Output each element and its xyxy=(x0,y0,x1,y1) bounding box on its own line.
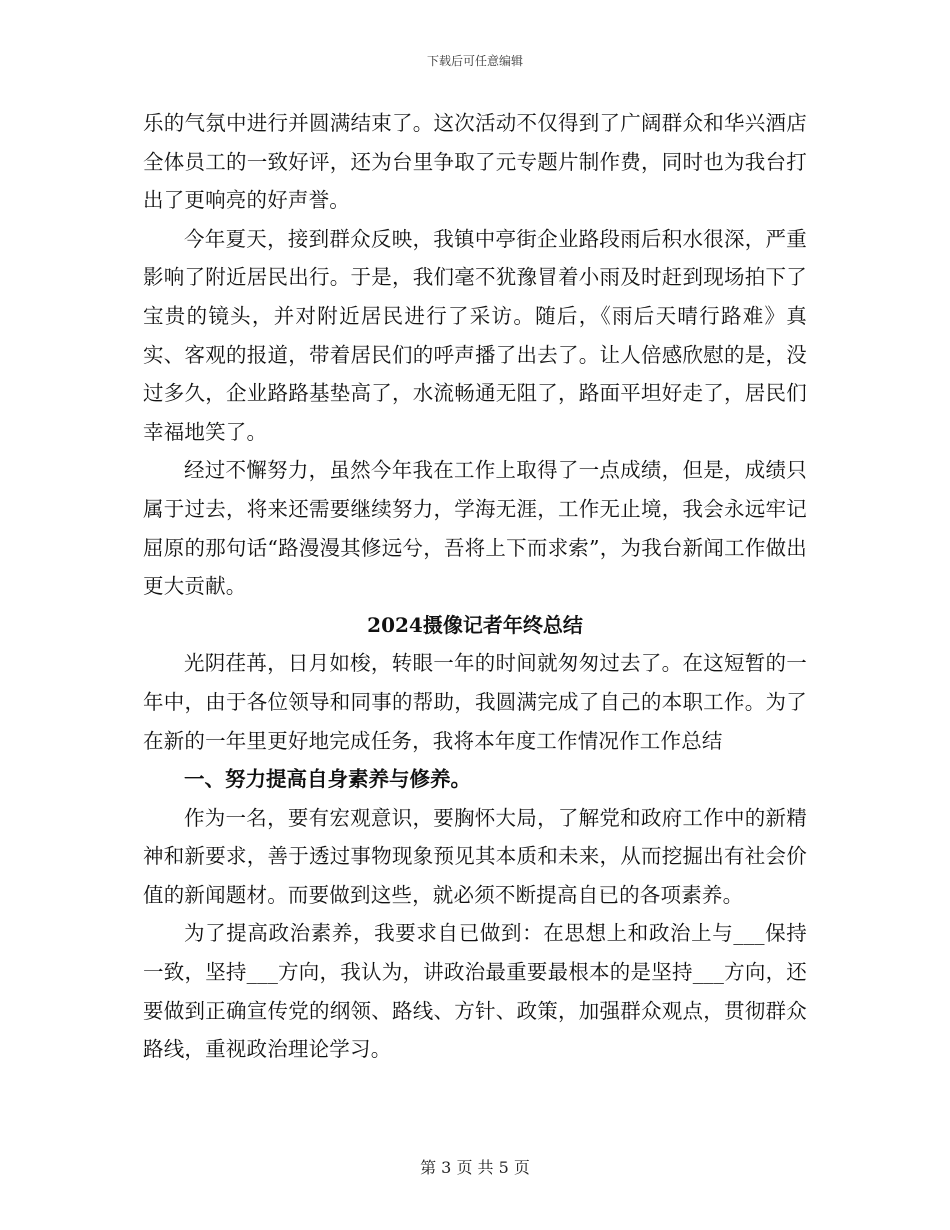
section-heading: 一、努力提高自身素养与修养。 xyxy=(184,767,471,792)
page-header: 下载后可任意编辑 xyxy=(426,54,523,68)
document-body xyxy=(143,104,807,1069)
paragraph-continuation: 乐的气氛中进行并圆满结束了。这次活动不仅得到了广阔群众和华兴酒店全体员工的一致好评，还为台里争取了元专题片制作费，同时也为我台打出了更响亮的好声誉。 xyxy=(143,111,807,213)
page-footer: 第 3 页 共 5 页 xyxy=(420,1158,530,1177)
paragraph-political: 为了提高政治素养，我要求自已做到：在思想上和政治上与___保持一致，坚持___方向，我认为，讲政治最重要最根本的是坚持___方向，还要做到正确宣传党的纲领、路线、方针、政策，加强群众观点，贯彻群众路线，重视政治理论学习。 xyxy=(143,921,807,1062)
paragraph-summer-report: 今年夏天，接到群众反映，我镇中亭街企业路段雨后积水很深，严重影响了附近居民出行。于是，我们毫不犹豫冒着小雨及时赶到现场拍下了宝贵的镜头，并对附近居民进行了采访。随后，《雨后天晴行路难》真实、客观的报道，带着居民们的呼声播了出去了。让人倍感欣慰的是，没过多久，企业路路基垫高了，水流畅通无阻了，路面平坦好走了，居民们幸福地笑了。 xyxy=(143,226,807,444)
paragraph-awareness: 作为一名，要有宏观意识，要胸怀大局，了解党和政府工作中的新精神和新要求，善于透过事物现象预见其本质和未来，从而挖掘出有社会价值的新闻题材。而要做到这些，就必须不断提高自已的各项素养。 xyxy=(143,805,807,907)
document-title: 2024摄像记者年终总结 xyxy=(367,612,583,637)
paragraph-intro: 光阴荏苒，日月如梭，转眼一年的时间就匆匆过去了。在这短暂的一年中，由于各位领导和同事的帮助，我圆满完成了自己的本职工作。为了在新的一年里更好地完成任务，我将本年度工作情况作工作总结 xyxy=(143,651,807,753)
paragraph-conclusion: 经过不懈努力，虽然今年我在工作上取得了一点成绩，但是，成绩只属于过去，将来还需要继续努力，学海无涯，工作无止境，我会永远牢记屈原的那句话“路漫漫其修远兮，吾将上下而求索”，为我台新闻工作做出更大贡献。 xyxy=(143,458,807,599)
